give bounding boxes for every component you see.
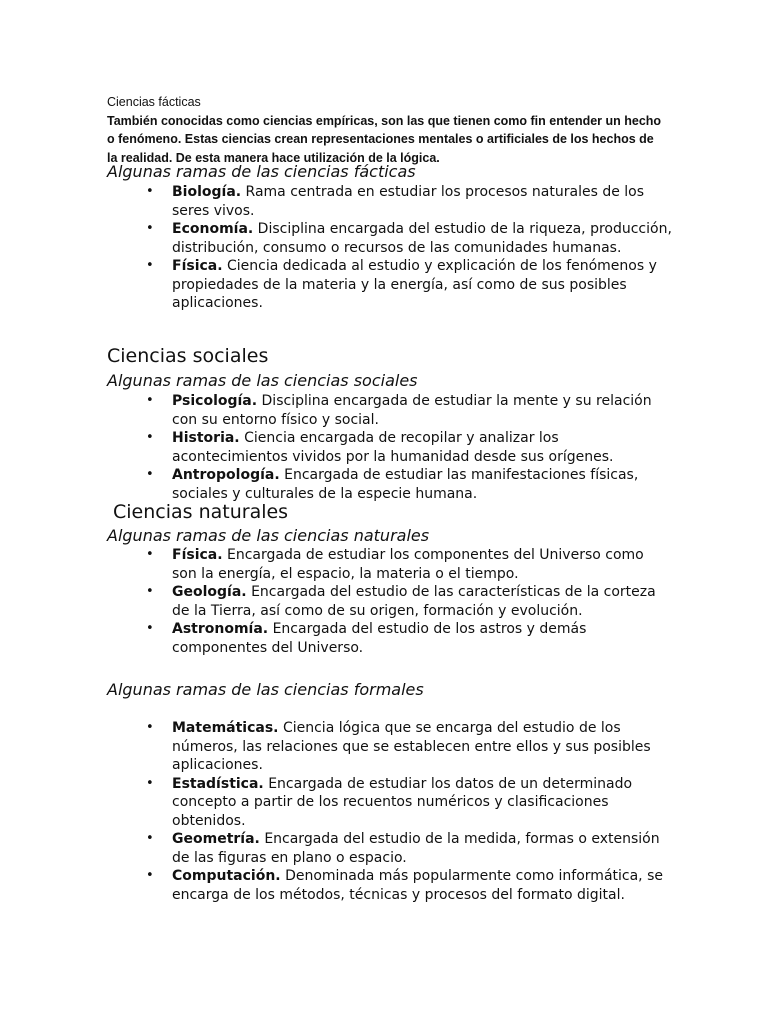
naturales-title: Ciencias naturales [113,501,289,523]
list-item-desc: Disciplina encargada del estudio de la riqueza, producción, distribución, consumo o recursos de las comunidades humanas. [172,221,672,256]
list-item [172,466,672,503]
list-item [172,183,672,220]
naturales-subheading: Algunas ramas de las ciencias naturales [107,526,430,545]
list-item-term: Historia. [172,430,240,446]
list-item [172,257,672,313]
list-item [172,392,672,429]
list-item-desc: Denominada más popularmente como informática, se encarga de los métodos, técnicas y procesos del formato digital. [172,868,663,903]
list-item-desc: Encargada de estudiar las manifestaciones físicas, sociales y culturales de la especie humana. [172,467,639,502]
list-item-desc: Encargada del estudio de los astros y demás componentes del Universo. [172,621,587,656]
list-item-term: Antropología. [172,467,280,483]
list-item [172,583,672,620]
list-item-desc: Encargada de estudiar los datos de un determinado concepto a partir de los recuentos numéricos y clasificaciones obtenidos. [172,775,633,829]
list-item-desc: Rama centrada en estudiar los procesos naturales de los seres vivos. [172,184,645,219]
list-item-term: Geología. [172,584,247,600]
list-item-desc: Disciplina encargada de estudiar la mente y su relación con su entorno físico y social. [172,393,652,428]
facticas-list [172,183,672,313]
list-item-term: Astronomía. [172,621,269,637]
facticas-subheading: Algunas ramas de las ciencias fácticas [107,162,416,181]
formales-list [172,719,672,904]
sociales-list [172,392,672,503]
naturales-list [172,546,672,657]
list-item [172,867,672,904]
list-item-term: Economía. [172,221,254,237]
sociales-subheading: Algunas ramas de las ciencias sociales [107,371,418,390]
list-item [172,220,672,257]
list-item-desc: Ciencia lógica que se encarga del estudio de los números, las relaciones que se establecen entre ellos y sus posibles aplicaciones. [172,720,651,773]
intro-block [107,93,667,167]
list-item [172,719,672,775]
list-item-desc: Encargada de estudiar los componentes del Universo como son la energía, el espacio, la materia o el tiempo. [172,547,644,582]
list-item-desc: Ciencia encargada de recopilar y analizar los acontecimientos vividos por la humanidad desde sus orígenes. [172,430,614,465]
formales-subheading: Algunas ramas de las ciencias formales [107,680,424,699]
list-item [172,620,672,657]
list-item-term: Biología. [172,184,242,200]
list-item-desc: Encargada del estudio de las características de la corteza de la Tierra, así como de su origen, formación y evolución. [172,584,656,619]
list-item [172,775,672,831]
intro-paragraph: También conocidas como ciencias empíricas, son las que tienen como fin entender un hecho o fenómeno. Estas ciencias crean representaciones mentales o artificiales de los hechos de la realidad. De esta manera hace utilización de la lógica. [107,113,662,165]
list-item-term: Computación. [172,868,281,884]
list-item [172,830,672,867]
list-item-term: Psicología. [172,393,258,409]
list-item-desc: Encargada del estudio de la medida, formas o extensión de las figuras en plano o espacio. [172,831,660,866]
list-item-term: Matemáticas. [172,720,279,736]
list-item [172,429,672,466]
list-item-term: Geometría. [172,831,260,847]
list-item [172,546,672,583]
intro-title: Ciencias fácticas [107,95,201,109]
list-item-term: Física. [172,258,223,274]
sociales-title: Ciencias sociales [107,345,269,367]
list-item-term: Física. [172,547,223,563]
list-item-desc: Ciencia dedicada al estudio y explicación de los fenómenos y propiedades de la materia y la energía, así como de sus posibles aplicaciones. [172,258,657,311]
list-item-term: Estadística. [172,775,264,792]
